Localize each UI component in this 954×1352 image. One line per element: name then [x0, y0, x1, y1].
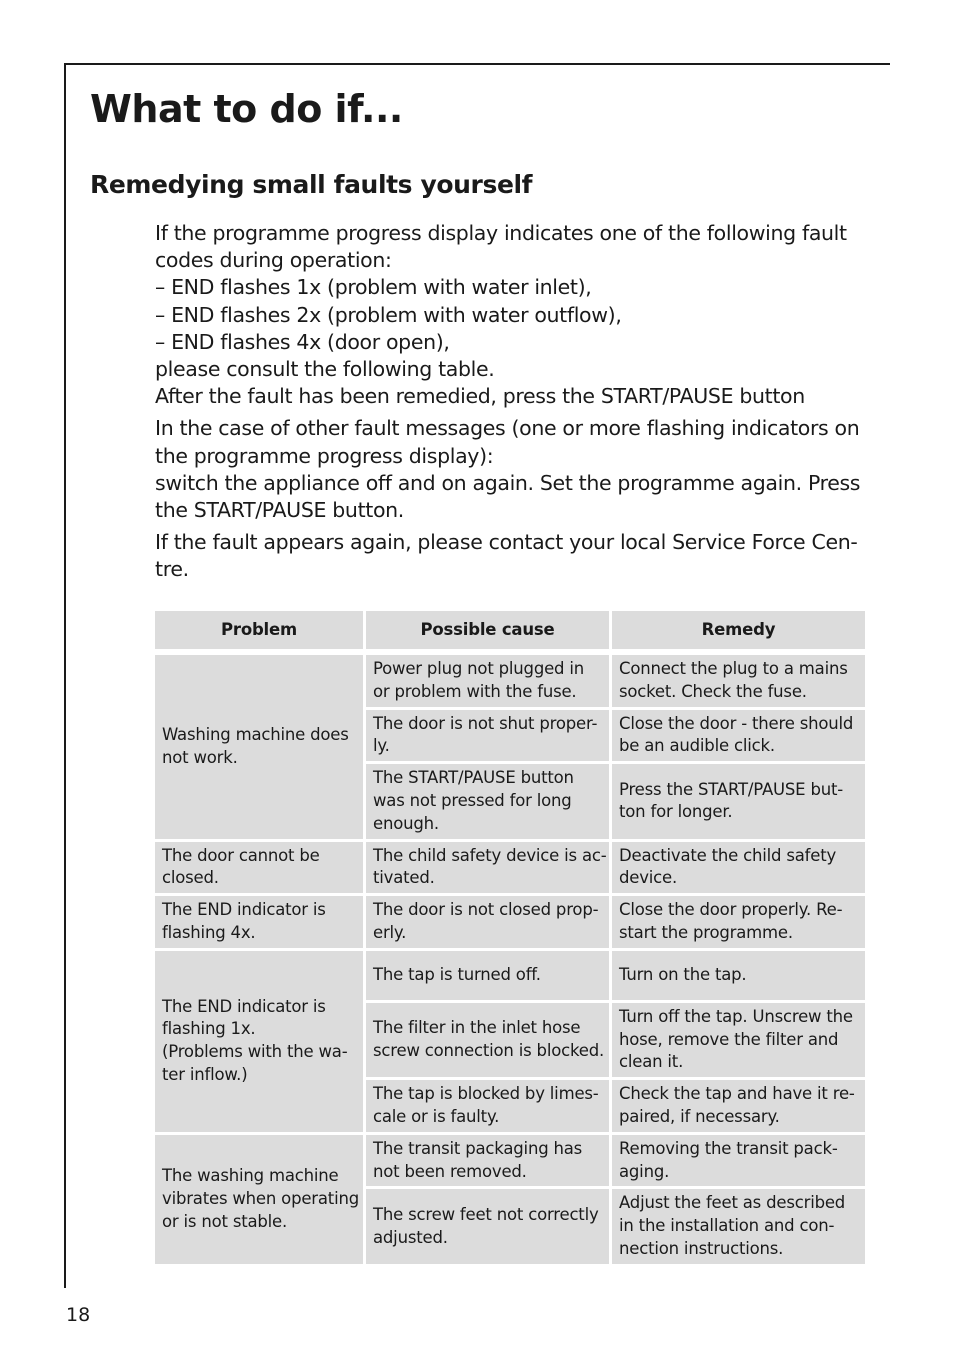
- remedy-line: Check the tap and have it re-: [619, 1084, 855, 1104]
- problem-line: vibrates when operating: [162, 1188, 359, 1208]
- text-line: In the case of other fault messages (one or more flashing indicators on: [155, 416, 860, 441]
- cause-line: The filter in the inlet hose: [373, 1018, 581, 1038]
- header-problem: Problem: [155, 611, 366, 655]
- problem-line: The END indicator is: [162, 900, 326, 920]
- text-line: After the fault has been remedied, press the START/PAUSE button: [155, 384, 805, 409]
- problem-line: or is not stable.: [162, 1211, 288, 1231]
- header-remedy: Remedy: [612, 611, 865, 655]
- cause-line: tivated.: [373, 868, 435, 888]
- remedy-cell: [612, 1003, 865, 1080]
- problem-line: Washing machine does: [162, 724, 349, 744]
- remedy-line: be an audible click.: [619, 736, 775, 756]
- cause-line: The tap is blocked by limes-: [373, 1084, 599, 1104]
- intro-paragraph-2: [155, 415, 865, 524]
- cause-line: or problem with the fuse.: [373, 681, 577, 701]
- cause-line: The child safety device is ac-: [373, 845, 607, 865]
- remedy-line: nection instructions.: [619, 1238, 784, 1258]
- intro-paragraph-3: [155, 529, 865, 583]
- text-line: If the fault appears again, please contact your local Service Force Cen-: [155, 530, 858, 555]
- intro-text: [155, 220, 865, 584]
- text-line: the programme progress display):: [155, 443, 494, 468]
- table-row: [155, 842, 865, 897]
- problem-cell: [155, 655, 366, 842]
- remedy-line: device.: [619, 868, 678, 888]
- remedy-line: ton for longer.: [619, 802, 733, 822]
- remedy-cell: [612, 764, 865, 841]
- text-line: – END flashes 2x (problem with water outflow),: [155, 302, 622, 327]
- cause-line: enough.: [373, 813, 439, 833]
- text-line: codes during operation:: [155, 248, 392, 273]
- remedy-line: Close the door properly. Re-: [619, 900, 843, 920]
- header-possible-cause: Possible cause: [366, 611, 612, 655]
- text-line: switch the appliance off and on again. Set the programme again. Press: [155, 470, 861, 495]
- cause-cell: [366, 1189, 612, 1266]
- remedy-cell: [612, 842, 865, 897]
- remedy-line: Connect the plug to a mains: [619, 659, 848, 678]
- cause-cell: [366, 655, 612, 710]
- text-line: – END flashes 1x (problem with water inlet),: [155, 275, 592, 300]
- cause-line: not been removed.: [373, 1161, 527, 1181]
- remedy-line: clean it.: [619, 1052, 684, 1072]
- cause-line: The screw feet not correctly: [373, 1204, 599, 1224]
- remedy-cell: [612, 1189, 865, 1266]
- page-number: 18: [66, 1304, 91, 1326]
- table-row: [155, 951, 865, 1003]
- problem-line: The washing machine: [162, 1166, 339, 1186]
- frame-left-rule: [64, 63, 66, 1288]
- remedy-line: Turn on the tap.: [619, 964, 747, 984]
- remedy-cell: [612, 896, 865, 951]
- cause-line: was not pressed for long: [373, 790, 572, 810]
- cause-cell: [366, 842, 612, 897]
- cause-line: ly.: [373, 736, 390, 756]
- remedy-line: socket. Check the fuse.: [619, 681, 807, 701]
- cause-cell: [366, 1080, 612, 1135]
- problem-line: closed.: [162, 868, 219, 888]
- cause-cell: [366, 1003, 612, 1080]
- remedy-cell: [612, 710, 865, 765]
- problem-cell: [155, 951, 366, 1135]
- cause-line: adjusted.: [373, 1227, 448, 1247]
- problem-line: The END indicator is: [162, 996, 326, 1016]
- cause-cell: [366, 710, 612, 765]
- problem-line: (Problems with the wa-: [162, 1042, 348, 1062]
- problem-line: flashing 4x.: [162, 922, 256, 942]
- cause-line: Power plug not plugged in: [373, 659, 585, 678]
- remedy-line: paired, if necessary.: [619, 1106, 780, 1126]
- problem-cell: [155, 896, 366, 951]
- cause-line: erly.: [373, 922, 407, 942]
- remedy-line: Turn off the tap. Unscrew the: [619, 1006, 853, 1026]
- text-line: – END flashes 4x (door open),: [155, 329, 450, 354]
- problem-line: not work.: [162, 747, 238, 767]
- page-title: What to do if...: [90, 87, 403, 131]
- remedy-line: Close the door - there should: [619, 713, 854, 733]
- cause-line: The transit packaging has: [373, 1138, 583, 1158]
- remedy-line: Deactivate the child safety: [619, 845, 837, 865]
- intro-paragraph-1: [155, 220, 865, 410]
- table-row: [155, 1135, 865, 1190]
- text-line: please consult the following table.: [155, 357, 495, 382]
- text-line: tre.: [155, 557, 189, 582]
- text-line: the START/PAUSE button.: [155, 498, 404, 523]
- remedy-line: Press the START/PAUSE but-: [619, 779, 844, 799]
- remedy-cell: [612, 1080, 865, 1135]
- remedy-line: in the installation and con-: [619, 1216, 835, 1236]
- cause-line: cale or is faulty.: [373, 1106, 500, 1126]
- problem-cell: [155, 1135, 366, 1267]
- table-row: [155, 896, 865, 951]
- fault-table: [155, 611, 865, 1267]
- problem-cell: [155, 842, 366, 897]
- remedy-cell: [612, 1135, 865, 1190]
- cause-line: screw connection is blocked.: [373, 1040, 605, 1060]
- cause-cell: [366, 951, 612, 1003]
- table-row: [155, 655, 865, 710]
- remedy-line: hose, remove the filter and: [619, 1029, 839, 1049]
- table-header-row: [155, 611, 865, 655]
- remedy-line: aging.: [619, 1161, 670, 1181]
- cause-line: The tap is turned off.: [373, 964, 541, 984]
- section-heading: Remedying small faults yourself: [90, 170, 533, 199]
- problem-line: ter inflow.): [162, 1065, 248, 1085]
- remedy-cell: [612, 655, 865, 710]
- cause-cell: [366, 764, 612, 841]
- remedy-line: start the programme.: [619, 922, 793, 942]
- text-line: If the programme progress display indicates one of the following fault: [155, 221, 847, 245]
- problem-line: flashing 1x.: [162, 1019, 256, 1039]
- table-body: [155, 655, 865, 1267]
- cause-cell: [366, 1135, 612, 1190]
- remedy-line: Removing the transit pack-: [619, 1138, 838, 1158]
- cause-cell: [366, 896, 612, 951]
- remedy-cell: [612, 951, 865, 1003]
- frame-top-rule: [64, 63, 890, 65]
- cause-line: The START/PAUSE button: [373, 768, 574, 788]
- cause-line: The door is not shut proper-: [373, 713, 598, 733]
- problem-line: The door cannot be: [162, 845, 320, 865]
- cause-line: The door is not closed prop-: [373, 900, 599, 920]
- remedy-line: Adjust the feet as described: [619, 1193, 846, 1213]
